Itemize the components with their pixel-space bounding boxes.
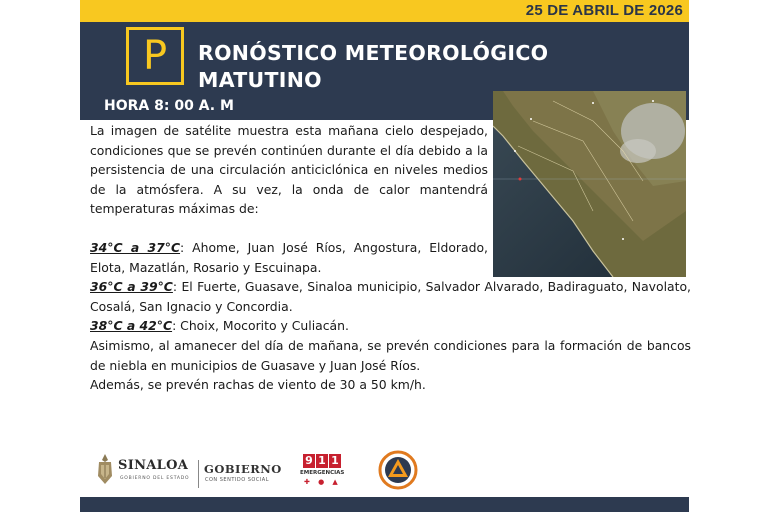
emergency-icons: ✚ ● ▲ xyxy=(304,478,341,486)
footer-bar xyxy=(80,497,689,512)
range-places: : El Fuerte, Guasave, Sinaloa municipio, Salvador Alvarado, Badiraguato, Navolato, Cosalá, San Ignacio y Concordia. xyxy=(90,279,691,314)
logo-strip xyxy=(94,448,514,492)
crest-icon xyxy=(94,452,116,486)
civil-protection-icon xyxy=(378,450,418,490)
title-initial-box xyxy=(126,27,184,85)
emergency-911-logo xyxy=(300,454,344,488)
range-row-1 xyxy=(90,238,488,277)
date-bar xyxy=(80,0,689,22)
forecast-intro xyxy=(90,121,488,219)
forecast-bulletin xyxy=(80,0,689,512)
intro-paragraph: La imagen de satélite muestra esta mañana cielo despejado, condiciones que se prevén continúen durante el día debido a la persistencia de una circulación anticiclónica en niveles medios de la atmósfera. A su vez, la onda de calor mantendrá temperaturas máximas de: xyxy=(90,123,488,217)
digit: 9 xyxy=(303,454,315,468)
wind-paragraph: Además, se prevén rachas de viento de 30 a 50 km/h. xyxy=(90,377,426,393)
range-label: 38°C a 42°C xyxy=(90,318,173,334)
911-digits xyxy=(303,454,341,468)
logo-divider xyxy=(198,460,199,488)
page-title: RONÓSTICO METEOROLÓGICO MATUTINO xyxy=(198,41,549,92)
range-label: 36°C a 39°C xyxy=(90,279,173,295)
range-row-2 xyxy=(90,277,691,316)
emergencias-label: EMERGENCIAS xyxy=(300,470,345,476)
gobierno-subtitle: CON SENTIDO SOCIAL xyxy=(205,477,270,483)
range-places: : Choix, Mocorito y Culiacán. xyxy=(172,318,349,334)
sinaloa-subtitle: GOBIERNO DEL ESTADO xyxy=(120,476,190,481)
digit: 1 xyxy=(329,454,341,468)
sinaloa-logo xyxy=(94,452,282,488)
range-row-3 xyxy=(90,316,691,336)
range-places: : Ahome, Juan José Ríos, Angostura, Eldorado, Elota, Mazatlán, Rosario y Escuinapa. xyxy=(90,240,488,275)
gobierno-wordmark: GOBIERNO xyxy=(204,462,282,476)
sinaloa-wordmark: SINALOA xyxy=(118,458,189,473)
title-initial: P xyxy=(142,33,168,79)
range-label: 34°C a 37°C xyxy=(90,240,181,255)
forecast-details xyxy=(90,238,691,395)
bulletin-time: HORA 8: 00 A. M xyxy=(104,98,234,114)
bulletin-date: 25 DE ABRIL DE 2026 xyxy=(525,2,683,19)
fog-paragraph: Asimismo, al amanecer del día de mañana, se prevén condiciones para la formación de bancos de niebla en municipios de Guasave y Juan José Ríos. xyxy=(90,337,691,373)
digit: 1 xyxy=(316,454,328,468)
